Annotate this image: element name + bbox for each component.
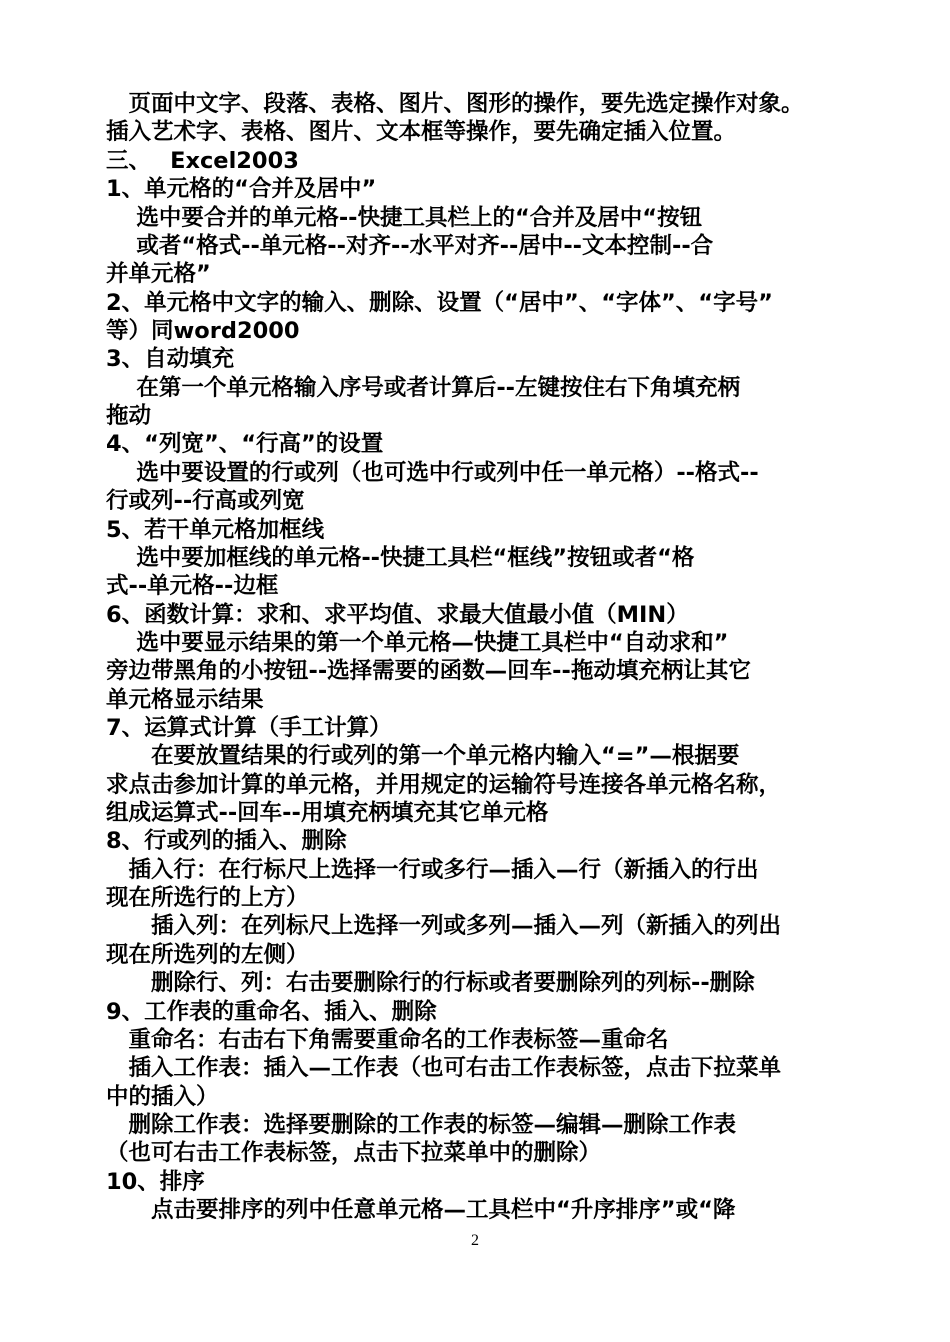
item-heading: 1、单元格的“合并及居中” <box>106 176 377 202</box>
text-line: 单元格显示结果 <box>106 687 264 713</box>
item-heading: 7、运算式计算（手工计算） <box>106 715 392 741</box>
text-line: 或者“格式--单元格--对齐--水平对齐--居中--文本控制--合 <box>106 233 714 259</box>
text-line: 删除行、列：右击要删除行的行标或者要删除列的列标--删除 <box>106 970 755 996</box>
item-heading: 2、单元格中文字的输入、删除、设置（“居中”、“字体”、“字号” <box>106 290 773 316</box>
text-line: 删除工作表：选择要删除的工作表的标签—编辑—删除工作表 <box>106 1112 737 1138</box>
text-line: 页面中文字、段落、表格、图片、图形的操作，要先选定操作对象。 <box>106 91 804 117</box>
text-line: 现在所选列的左侧） <box>106 942 309 968</box>
text-line: 选中要合并的单元格--快捷工具栏上的“合并及居中“按钮 <box>106 205 703 231</box>
item-heading: 4、“列宽”、“行高”的设置 <box>106 431 384 457</box>
text-line: 选中要设置的行或列（也可选中行或列中任一单元格）--格式-- <box>106 460 759 486</box>
text-line: 插入列：在列标尺上选择一列或多列—插入—列（新插入的列出 <box>106 913 782 939</box>
text-line: （也可右击工作表标签，点击下拉菜单中的删除） <box>106 1140 602 1166</box>
text-line: 等）同word2000 <box>106 318 300 344</box>
text-line: 并单元格” <box>106 261 211 287</box>
text-line: 选中要显示结果的第一个单元格—快捷工具栏中“自动求和” <box>106 630 729 656</box>
item-heading: 6、函数计算：求和、求平均值、求最大值最小值（MIN） <box>106 602 689 628</box>
text-line: 插入工作表：插入—工作表（也可右击工作表标签，点击下拉菜单 <box>106 1055 782 1081</box>
text-line: 点击要排序的列中任意单元格—工具栏中“升序排序”或“降 <box>106 1197 736 1223</box>
text-line: 式--单元格--边框 <box>106 573 279 599</box>
item-heading: 5、若干单元格加框线 <box>106 517 325 543</box>
text-line: 选中要加框线的单元格--快捷工具栏“框线”按钮或者“格 <box>106 545 695 571</box>
text-line: 插入艺术字、表格、图片、文本框等操作，要先确定插入位置。 <box>106 119 737 145</box>
text-line: 求点击参加计算的单元格，并用规定的运输符号连接各单元格名称， <box>106 772 782 798</box>
text-line: 拖动 <box>106 403 152 429</box>
item-heading: 9、工作表的重命名、插入、删除 <box>106 999 437 1025</box>
text-line: 现在所选行的上方） <box>106 885 309 911</box>
page-number: 2 <box>471 1232 479 1249</box>
item-heading: 8、行或列的插入、删除 <box>106 828 347 854</box>
text-line: 旁边带黑角的小按钮--选择需要的函数—回车--拖动填充柄让其它 <box>106 658 751 684</box>
text-line: 中的插入） <box>106 1084 219 1110</box>
text-line: 在第一个单元格输入序号或者计算后--左键按住右下角填充柄 <box>106 375 741 401</box>
item-heading: 3、自动填充 <box>106 346 235 372</box>
text-line: 组成运算式--回车--用填充柄填充其它单元格 <box>106 800 549 826</box>
text-line: 插入行：在行标尺上选择一行或多行—插入—行（新插入的行出 <box>106 857 759 883</box>
text-line: 行或列--行高或列宽 <box>106 488 305 514</box>
text-line: 重命名：右击右下角需要重命名的工作表标签—重命名 <box>106 1027 669 1053</box>
item-heading: 10、排序 <box>106 1169 205 1195</box>
section-heading: 三、 Excel2003 <box>106 148 299 174</box>
text-line: 在要放置结果的行或列的第一个单元格内输入“=”—根据要 <box>106 743 740 769</box>
